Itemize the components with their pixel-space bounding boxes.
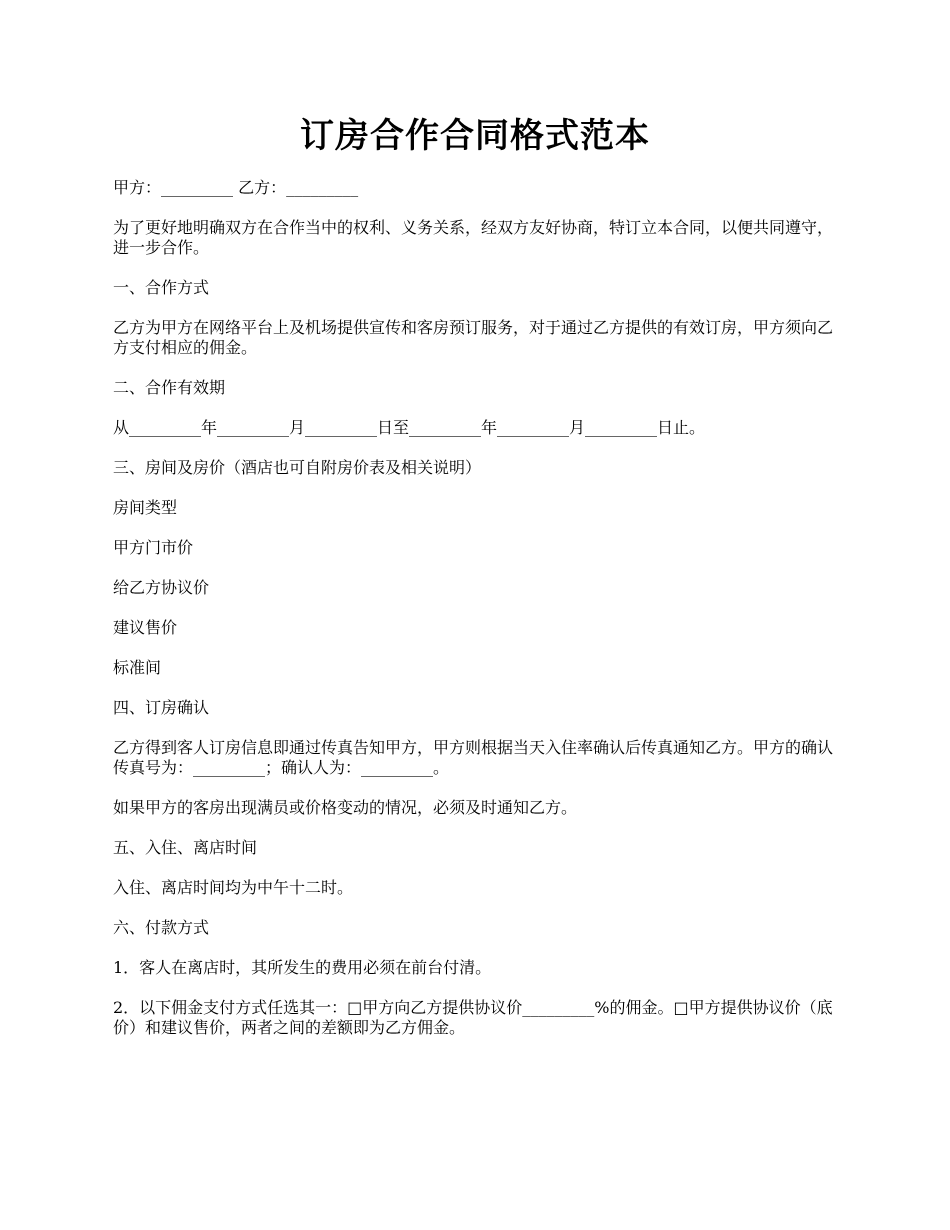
full-occupancy-paragraph: 如果甲方的客房出现满员或价格变动的情况，必须及时通知乙方。 — [113, 798, 578, 817]
preamble-paragraph: 为了更好地明确双方在合作当中的权利、义务关系，经双方友好协商，特订立本合同，以便共同遵守，进一步合作。 — [113, 218, 834, 257]
agreed-rate-label: 给乙方协议价 — [113, 578, 210, 597]
payment-item-1: 1．客人在离店时，其所发生的费用必须在前台付清。 — [113, 958, 492, 977]
document-title: 订房合作合同格式范本 — [300, 116, 650, 156]
suggested-price-label: 建议售价 — [113, 618, 178, 637]
section-heading-payment-method: 六、付款方式 — [113, 918, 210, 937]
standard-room-label: 标准间 — [113, 658, 162, 677]
payment-item-2: 2．以下佣金支付方式任选其一：□甲方向乙方提供协议价_________%的佣金。□甲方提供协议价（底价）和建议售价，两者之间的差额即为乙方佣金。 — [113, 998, 833, 1037]
section-heading-validity-period: 二、合作有效期 — [113, 378, 226, 397]
validity-period-paragraph: 从_________年_________月_________日至_________年_________月_________日止。 — [113, 418, 706, 437]
checkin-checkout-paragraph: 入住、离店时间均为中午十二时。 — [113, 878, 354, 897]
section-heading-booking-confirmation: 四、订房确认 — [113, 698, 210, 717]
document-body — [113, 178, 843, 1058]
room-type-label: 房间类型 — [113, 498, 178, 517]
section-heading-checkin-checkout: 五、入住、离店时间 — [113, 838, 258, 857]
section-heading-cooperation-method: 一、合作方式 — [113, 278, 210, 297]
cooperation-method-paragraph: 乙方为甲方在网络平台上及机场提供宣传和客房预订服务，对于通过乙方提供的有效订房，甲方须向乙方支付相应的佣金。 — [113, 318, 834, 357]
booking-confirmation-paragraph: 乙方得到客人订房信息即通过传真告知甲方，甲方则根据当天入住率确认后传真通知乙方。甲方的确认传真号为：_________；确认人为：_________。 — [113, 738, 834, 777]
section-heading-rooms-rates: 三、房间及房价（酒店也可自附房价表及相关说明） — [113, 458, 482, 477]
rack-rate-label: 甲方门市价 — [113, 538, 194, 557]
parties-line: 甲方：_________ 乙方：_________ — [113, 178, 359, 197]
